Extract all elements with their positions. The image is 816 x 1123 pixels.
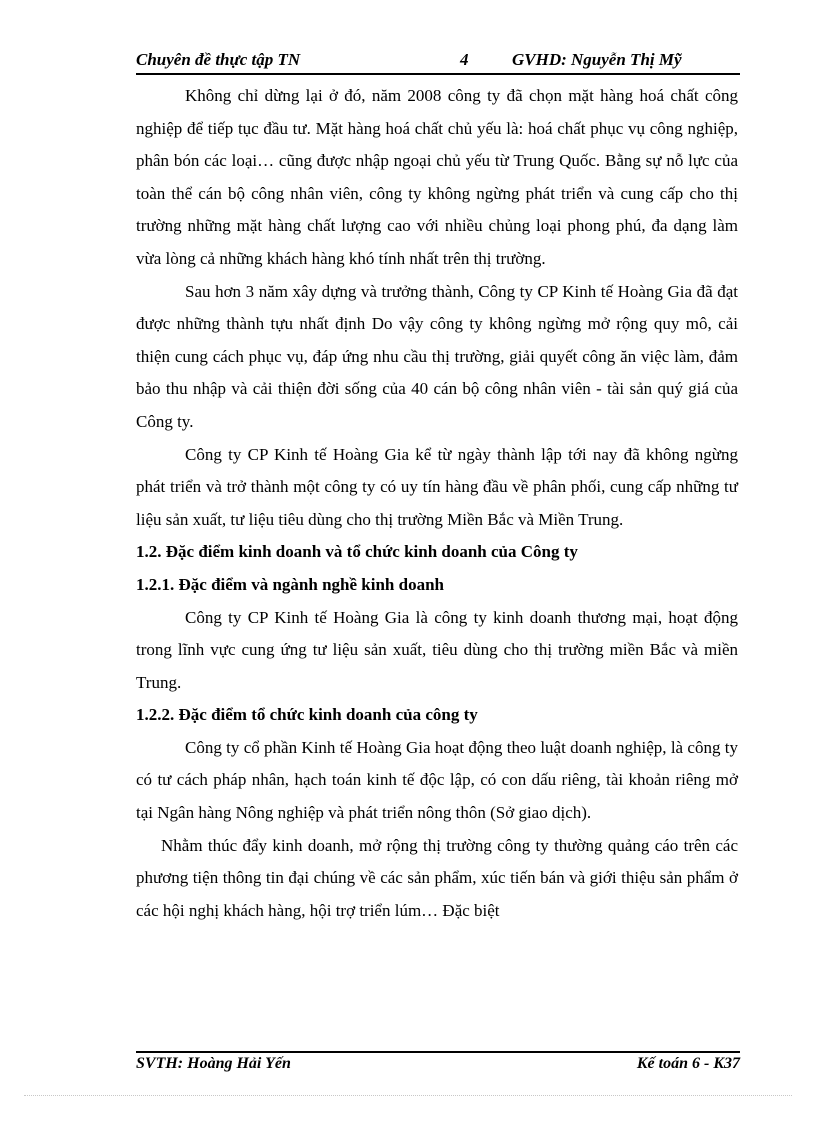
page-body	[136, 80, 738, 927]
section-heading-1-2-2: 1.2.2. Đặc điểm tổ chức kinh doanh của công ty	[136, 705, 478, 725]
page-footer	[136, 1055, 740, 1079]
paragraph-business-lines: Công ty CP Kinh tế Hoàng Gia là công ty kinh doanh thương mại, hoạt động trong lĩnh vực cung ứng tư liệu sản xuất, tiêu dùng cho thị trường miền Bắc và miền Trung.	[136, 607, 738, 692]
page-bottom-edge	[24, 1095, 792, 1096]
footer-student: SVTH: Hoàng Hải Yến	[136, 1055, 291, 1072]
section-heading-1-2-1: 1.2.1. Đặc điểm và ngành nghề kinh doanh	[136, 574, 444, 594]
paragraph-growth: Sau hơn 3 năm xây dựng và trưởng thành, Công ty CP Kinh tế Hoàng Gia đã đạt được những thành tựu nhất định Do vậy công ty không ngừng mở rộng quy mô, cải thiện cung cách phục vụ, đáp ứng nhu cầu thị trường, giải quyết công ăn việc làm, đảm bảo thu nhập và cải thiện đời sống của 40 cán bộ công nhân viên - tài sản quý giá của Công ty.	[136, 281, 738, 431]
paragraph-reputation: Công ty CP Kinh tế Hoàng Gia kể từ ngày thành lập tới nay đã không ngừng phát triển và trở thành một công ty có uy tín hàng đầu về phân phối, cung cấp những tư liệu sản xuất, tư liệu tiêu dùng cho thị trường Miền Bắc và Miền Trung.	[136, 444, 738, 529]
header-topic: Chuyên đề thực tập TN	[136, 50, 301, 69]
section-heading-1-2: 1.2. Đặc điểm kinh doanh và tổ chức kinh doanh của Công ty	[136, 542, 578, 562]
footer-divider	[136, 1051, 740, 1053]
footer-class: Kế toán 6 - K37	[636, 1055, 740, 1072]
paragraph-marketing: Nhằm thúc đẩy kinh doanh, mở rộng thị trường công ty thường quảng cáo trên các phương tiện thông tin đại chúng về các sản phẩm, xúc tiến bán và giới thiệu sản phẩm ở các hội nghị khách hàng, hội trợ triển lúm… Đặc biệt	[136, 835, 738, 920]
header-supervisor: GVHD: Nguyễn Thị Mỹ	[512, 50, 682, 69]
paragraph-chemicals: Không chỉ dừng lại ở đó, năm 2008 công ty đã chọn mặt hàng hoá chất công nghiệp để tiếp tục đầu tư. Mặt hàng hoá chất chủ yếu là: hoá chất phục vụ công nghiệp, phân bón các loại… cũng được nhập ngoại chủ yếu từ Trung Quốc. Bằng sự nỗ lực của toàn thể cán bộ công nhân viên, công ty không ngừng phát triển và cung cấp cho thị trường những mặt hàng chất lượng cao với nhiều chủng loại phong phú, đa dạng làm vừa lòng cả những khách hàng khó tính nhất trên thị trường.	[136, 86, 738, 268]
page-header	[136, 50, 740, 74]
paragraph-organization: Công ty cổ phần Kinh tế Hoàng Gia hoạt động theo luật doanh nghiệp, là công ty có tư cách pháp nhân, hạch toán kinh tế độc lập, có con dấu riêng, tài khoản riêng mở tại Ngân hàng Nông nghiệp và phát triển nông thôn (Sở giao dịch).	[136, 737, 738, 823]
header-page-number: 4	[460, 50, 469, 69]
header-divider	[136, 73, 740, 75]
